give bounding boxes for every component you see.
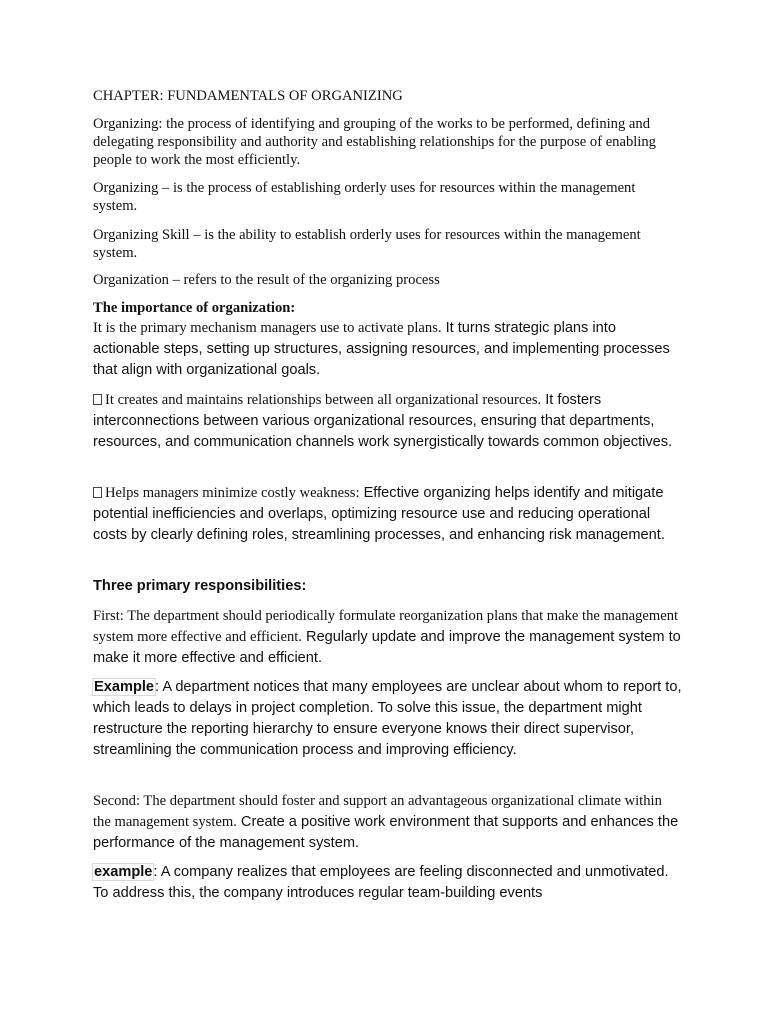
example-2-text: : A company realizes that employees are feeling disconnected and unmotivated. To address this, the company introduces regular team-building events [93, 864, 669, 901]
definition-organization: Organization – refers to the result of the organizing process [93, 272, 440, 288]
bullet-relationships [93, 390, 683, 453]
example-2 [93, 862, 683, 904]
definition-organizing-2: Organizing – is the process of establishing orderly uses for resources within the management system. [93, 180, 636, 214]
importance-body: It turns strategic plans into actionable steps, setting up structures, assigning resources, and implementing processes that align with organizational goals. [93, 320, 670, 378]
missing-glyph-icon [93, 487, 102, 498]
responsibilities-heading: Three primary responsibilities: [93, 578, 307, 594]
responsibility-second-body: Create a positive work environment that supports and enhances the performance of the management system. [93, 814, 679, 851]
responsibility-second-lead: Second: The department should foster and support an advantageous organizational climate within the management system. [93, 793, 662, 830]
chapter-title: CHAPTER: FUNDAMENTALS OF ORGANIZING [93, 88, 403, 104]
bullet-relationships-lead: It creates and maintains relationships between all organizational resources. [105, 392, 542, 408]
example-1-text: : A department notices that many employees are unclear about whom to report to, which leads to delays in project completion. To solve this issue, the department might restructure the reporting hierarchy to ensure everyone knows their direct supervisor, streamlining the communication process and improving efficiency. [93, 679, 682, 758]
responsibility-first-body: Regularly update and improve the management system to make it more effective and efficient. [93, 629, 681, 666]
responsibility-first-lead: First: The department should periodically formulate reorganization plans that make the management system more effective and efficient. [93, 608, 679, 645]
importance-heading: The importance of organization: [93, 300, 296, 316]
importance-paragraph [93, 318, 683, 381]
bullet-weakness-lead: Helps managers minimize costly weakness: [105, 485, 360, 501]
bullet-relationships-body: It fosters interconnections between various organizational resources, ensuring that departments, resources, and communication channels work synergistically towards common objectives. [93, 392, 673, 450]
responsibility-second [93, 791, 683, 854]
importance-lead: It is the primary mechanism managers use to activate plans. [93, 320, 442, 336]
example-1 [93, 677, 683, 761]
bullet-weakness [93, 483, 683, 546]
bullet-weakness-body: Effective organizing helps identify and mitigate potential inefficiencies and overlaps, optimizing resource use and reducing operational costs by clearly defining roles, streamlining processes, and enhancing risk management. [93, 485, 665, 543]
definition-organizing-skill: Organizing Skill – is the ability to establish orderly uses for resources within the management system. [93, 227, 641, 261]
definition-organizing: Organizing: the process of identifying and grouping of the works to be performed, defining and delegating responsibility and authority and establishing relationships for the purpose of enabling people to work the most efficiently. [93, 116, 656, 168]
example-label: Example [94, 679, 155, 695]
missing-glyph-icon [93, 394, 102, 405]
example-label: example [94, 864, 153, 880]
responsibility-first [93, 606, 683, 669]
